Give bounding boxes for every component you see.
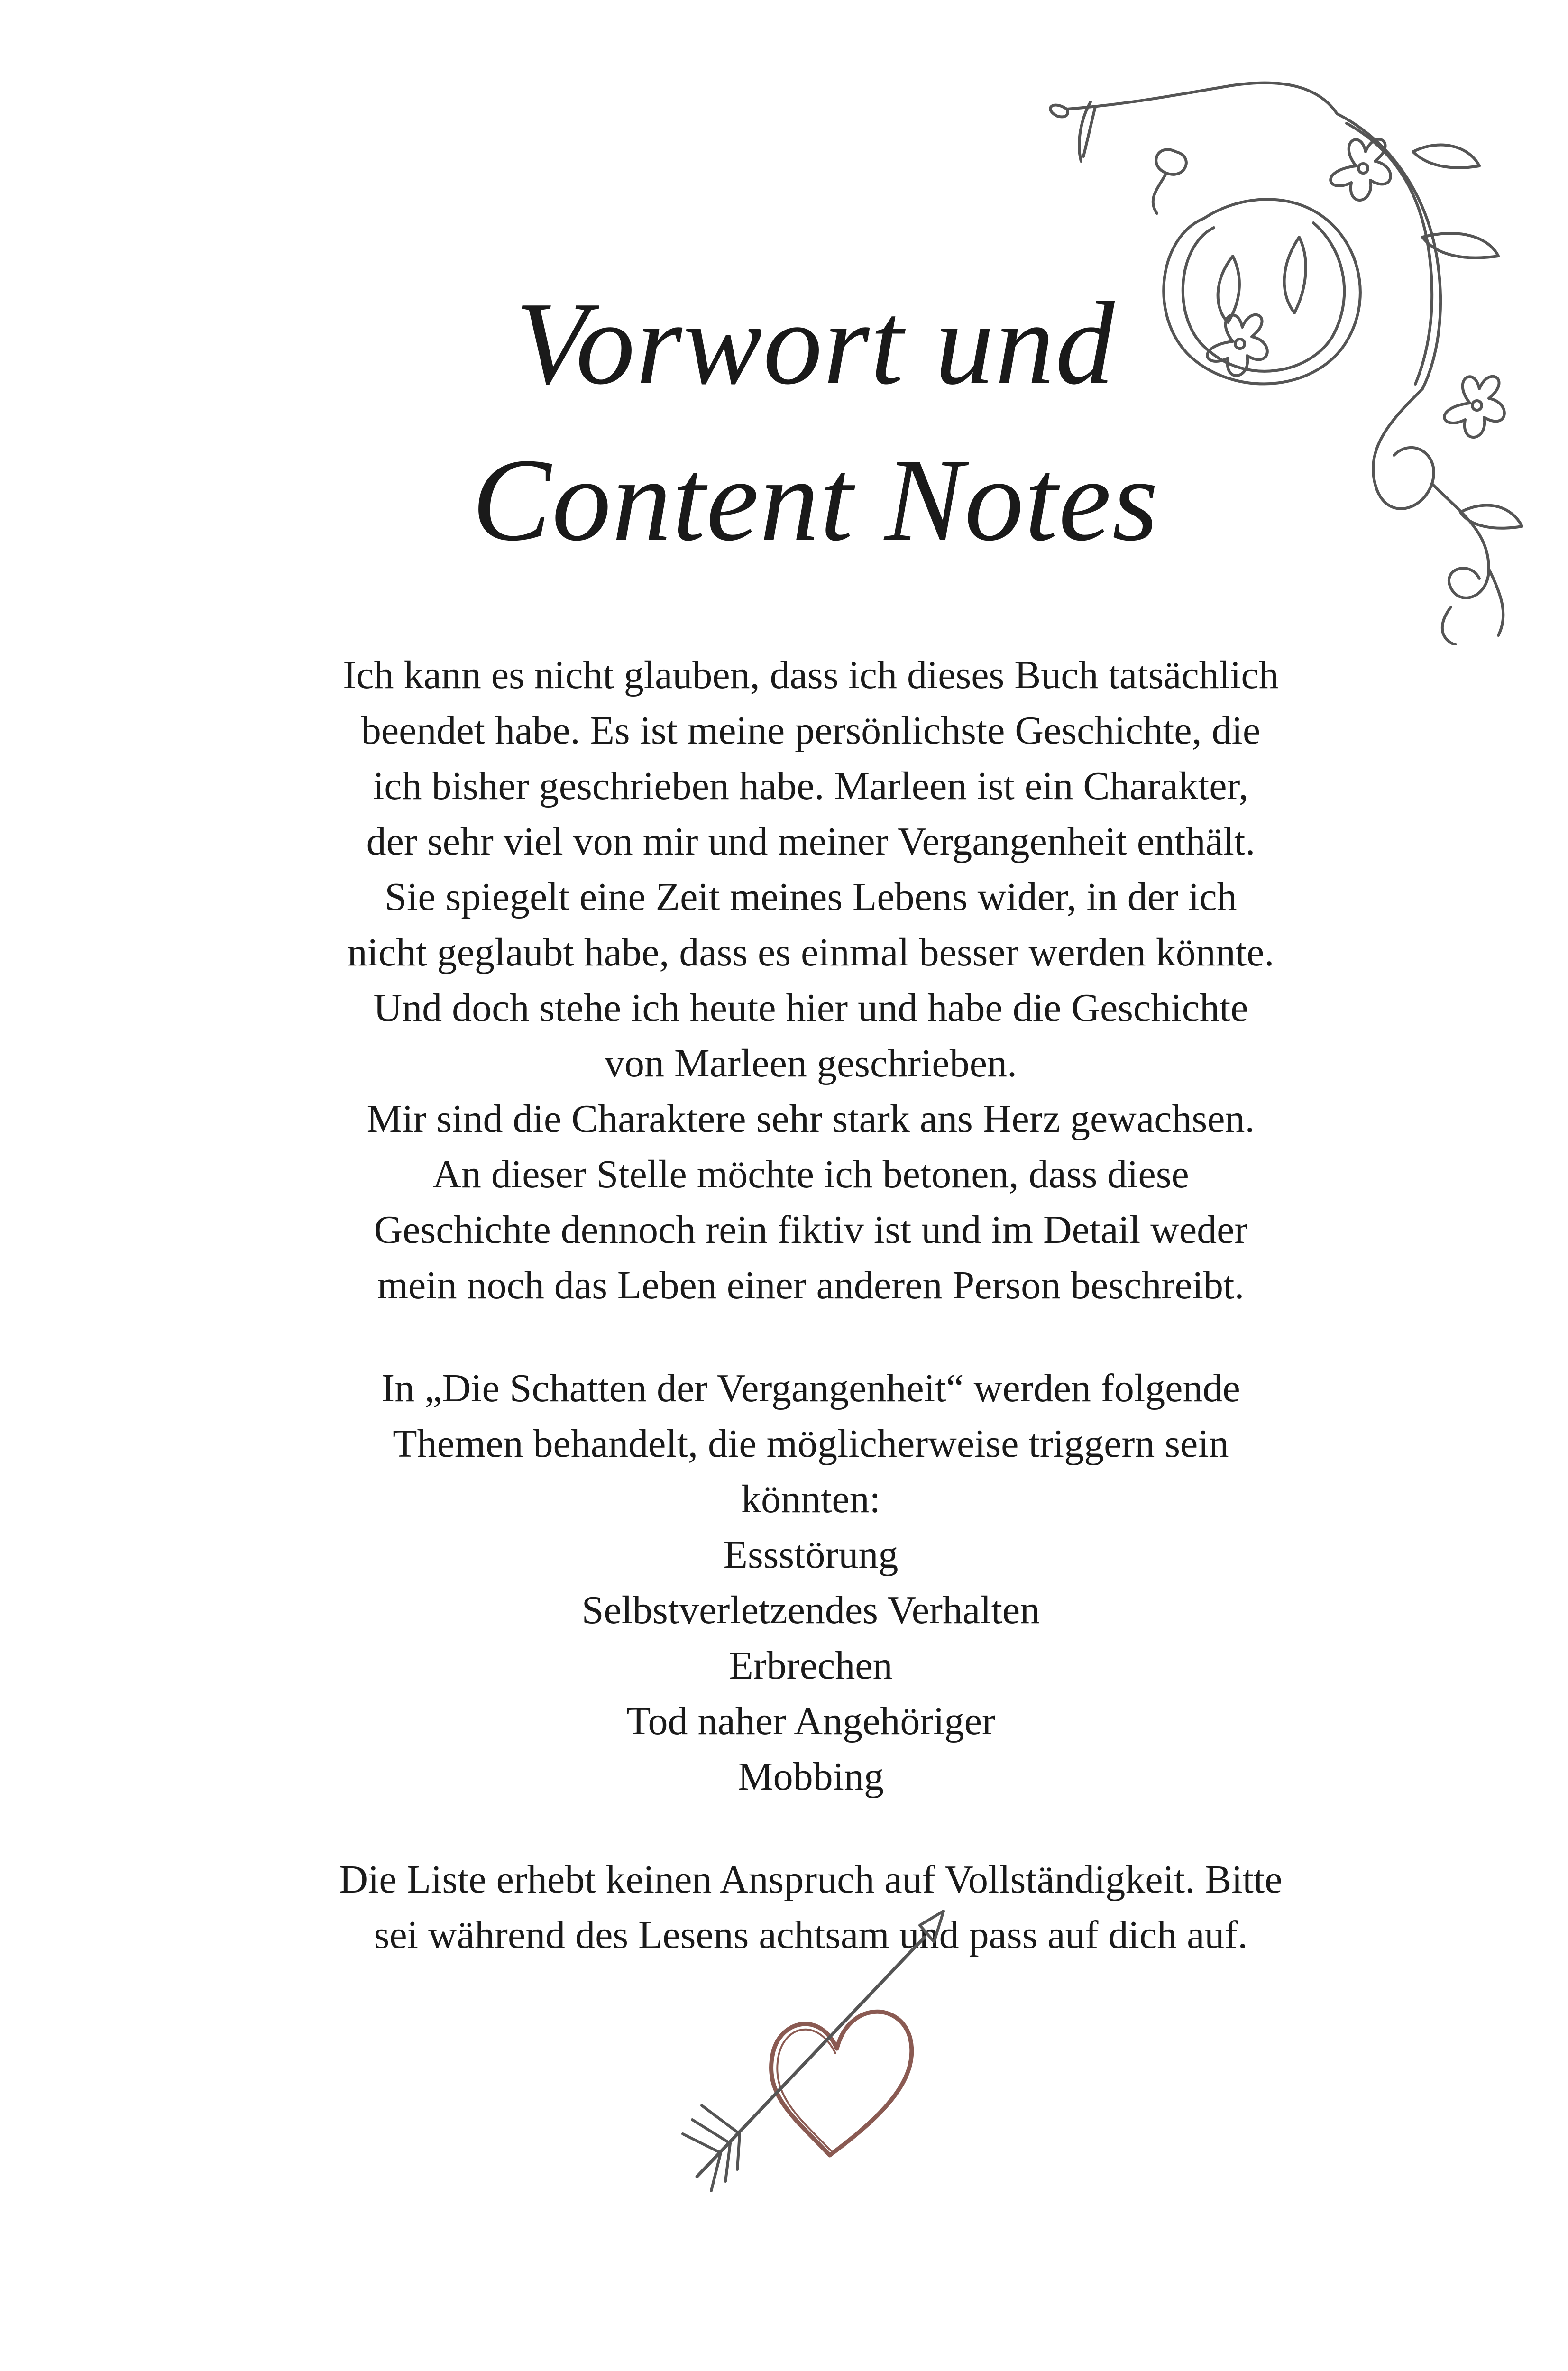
text-line: Ich kann es nicht glauben, dass ich dieses Buch tatsächlich (343, 653, 1279, 697)
text-line: An dieser Stelle möchte ich betonen, dass diese (432, 1152, 1189, 1196)
text-line: ich bisher geschrieben habe. Marleen ist ein Charakter, (373, 764, 1249, 808)
text-line: Themen behandelt, die möglicherweise triggern sein (393, 1422, 1229, 1466)
text-line: In „Die Schatten der Vergangenheit“ werden folgende (381, 1366, 1240, 1410)
text-line: Die Liste erhebt keinen Anspruch auf Vollständigkeit. Bitte (339, 1857, 1283, 1902)
text-line: Sie spiegelt eine Zeit meines Lebens wider, in der ich (385, 875, 1237, 919)
text-line: Mir sind die Charaktere sehr stark ans Herz gewachsen. (367, 1097, 1255, 1141)
content-note-item: Selbstverletzendes Verhalten (581, 1588, 1040, 1632)
content-note-item: Erbrechen (729, 1644, 893, 1688)
page-title (389, 266, 1242, 579)
title-line-1: Vorwort und (515, 278, 1116, 409)
text-line: mein noch das Leben einer anderen Person beschreibt. (377, 1263, 1245, 1307)
content-notes-list (266, 1527, 1356, 1804)
text-line: Geschichte dennoch rein fiktiv ist und im Detail weder (374, 1208, 1248, 1252)
text-line: sei während des Lesens achtsam und pass auf dich auf. (374, 1913, 1248, 1957)
heart-arrow-icon (654, 1897, 948, 2200)
text-line: nicht geglaubt habe, dass es einmal besser werden könnte. (347, 930, 1275, 974)
content-notes-intro (266, 1360, 1356, 1527)
content-note-item: Essstörung (723, 1533, 899, 1577)
paragraph-gap (266, 1804, 1356, 1852)
foreword-body (266, 647, 1356, 1963)
text-line: könnten: (741, 1477, 880, 1521)
text-line: beendet habe. Es ist meine persönlichste Geschichte, die (361, 708, 1261, 753)
paragraph-gap (266, 1313, 1356, 1360)
content-note-item: Mobbing (737, 1755, 884, 1799)
content-note-item: Tod naher Angehöriger (626, 1699, 995, 1743)
text-line: Und doch stehe ich heute hier und habe die Geschichte (373, 986, 1248, 1030)
foreword-paragraph (266, 647, 1356, 1313)
text-line: von Marleen geschrieben. (605, 1041, 1017, 1085)
title-line-2: Content Notes (472, 434, 1159, 566)
text-line: der sehr viel von mir und meiner Vergangenheit enthält. (366, 819, 1256, 864)
